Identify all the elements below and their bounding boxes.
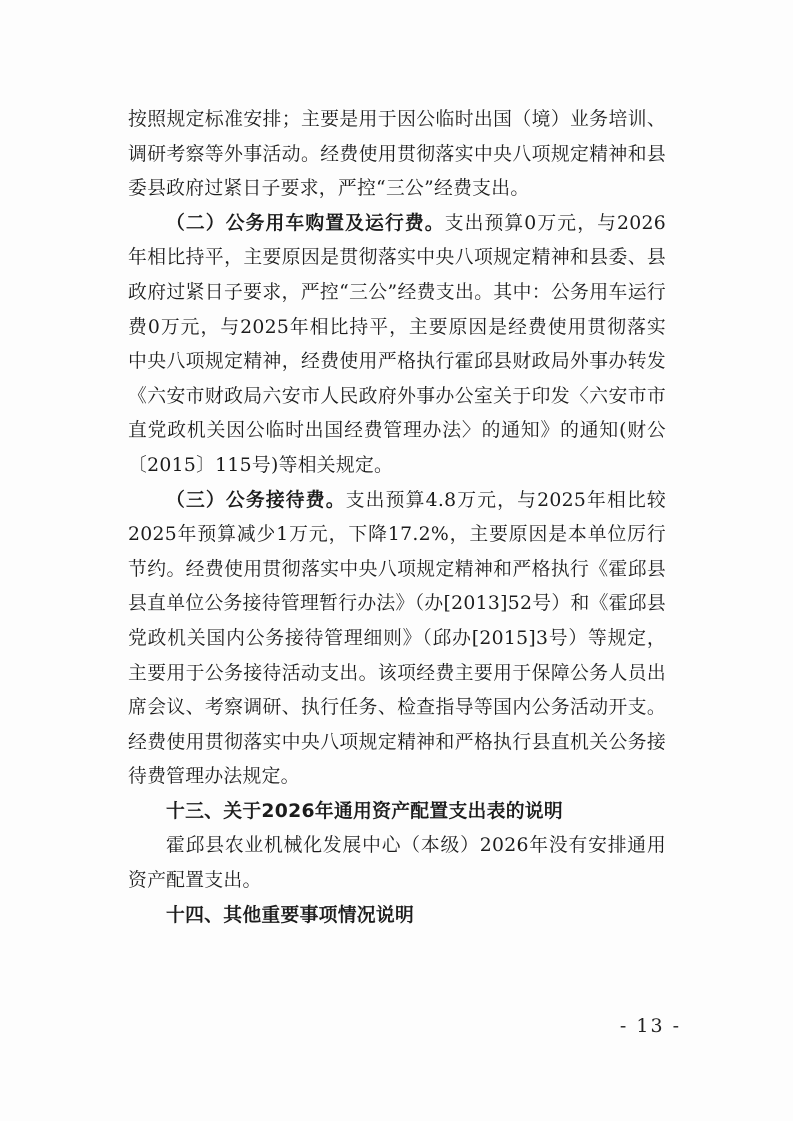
- paragraph-text: 支出预算4.8万元，与2025年相比较2025年预算减少1万元，下降17.2%，主要原因是本单位厉行节约。经费使用贯彻落实中央八项规定精神和严格执行《霍邱县县直单位公务接待管理暂行办法》（办[2013]52号）和《霍邱县党政机关国内公务接待管理细则》（邱办[2015]3号）等规定，主要用于公务接待活动支出。该项经费主要用于保障公务人员出席会议、考察调研、执行任务、检查指导等国内公务活动开支。经费使用贯彻落实中央八项规定精神和严格执行县直机关公务接待费管理办法规定。: [128, 489, 666, 788]
- paragraph-heading: （二）公务用车购置及运行费。: [166, 212, 445, 234]
- section-13-text: 霍邱县农业机械化发展中心（本级）2026年没有安排通用资产配置支出。: [128, 835, 666, 892]
- paragraph-text: 按照规定标准安排；主要是用于因公临时出国（境）业务培训、调研考察等外事活动。经费使用贯彻落实中央八项规定精神和县委县政府过紧日子要求，严控“三公”经费支出。: [128, 109, 666, 200]
- paragraph-heading: （三）公务接待费。: [166, 489, 346, 511]
- document-body: [128, 103, 666, 933]
- paragraph-public-travel: [128, 103, 666, 207]
- section-14-title: 十四、其他重要事项情况说明: [166, 904, 415, 926]
- paragraph-reception-expense: [128, 484, 666, 795]
- section-13-title: 十三、关于2026年通用资产配置支出表的说明: [166, 800, 563, 822]
- page-number: - 13 -: [619, 1015, 681, 1037]
- paragraph-text: 支出预算0万元，与2026年相比持平，主要原因是贯彻落实中央八项规定精神和县委、县政府过紧日子要求，严控“三公”经费支出。其中：公务用车运行费0万元，与2025年相比持平，主要原因是经费使用贯彻落实中央八项规定精神，经费使用严格执行霍邱县财政局外事办转发《六安市财政局六安市人民政府外事办公室关于印发〈六安市市直党政机关因公临时出国经费管理办法〉的通知》的通知(财公〔2015〕115号)等相关规定。: [128, 212, 666, 476]
- paragraph-vehicle-expense: [128, 207, 666, 484]
